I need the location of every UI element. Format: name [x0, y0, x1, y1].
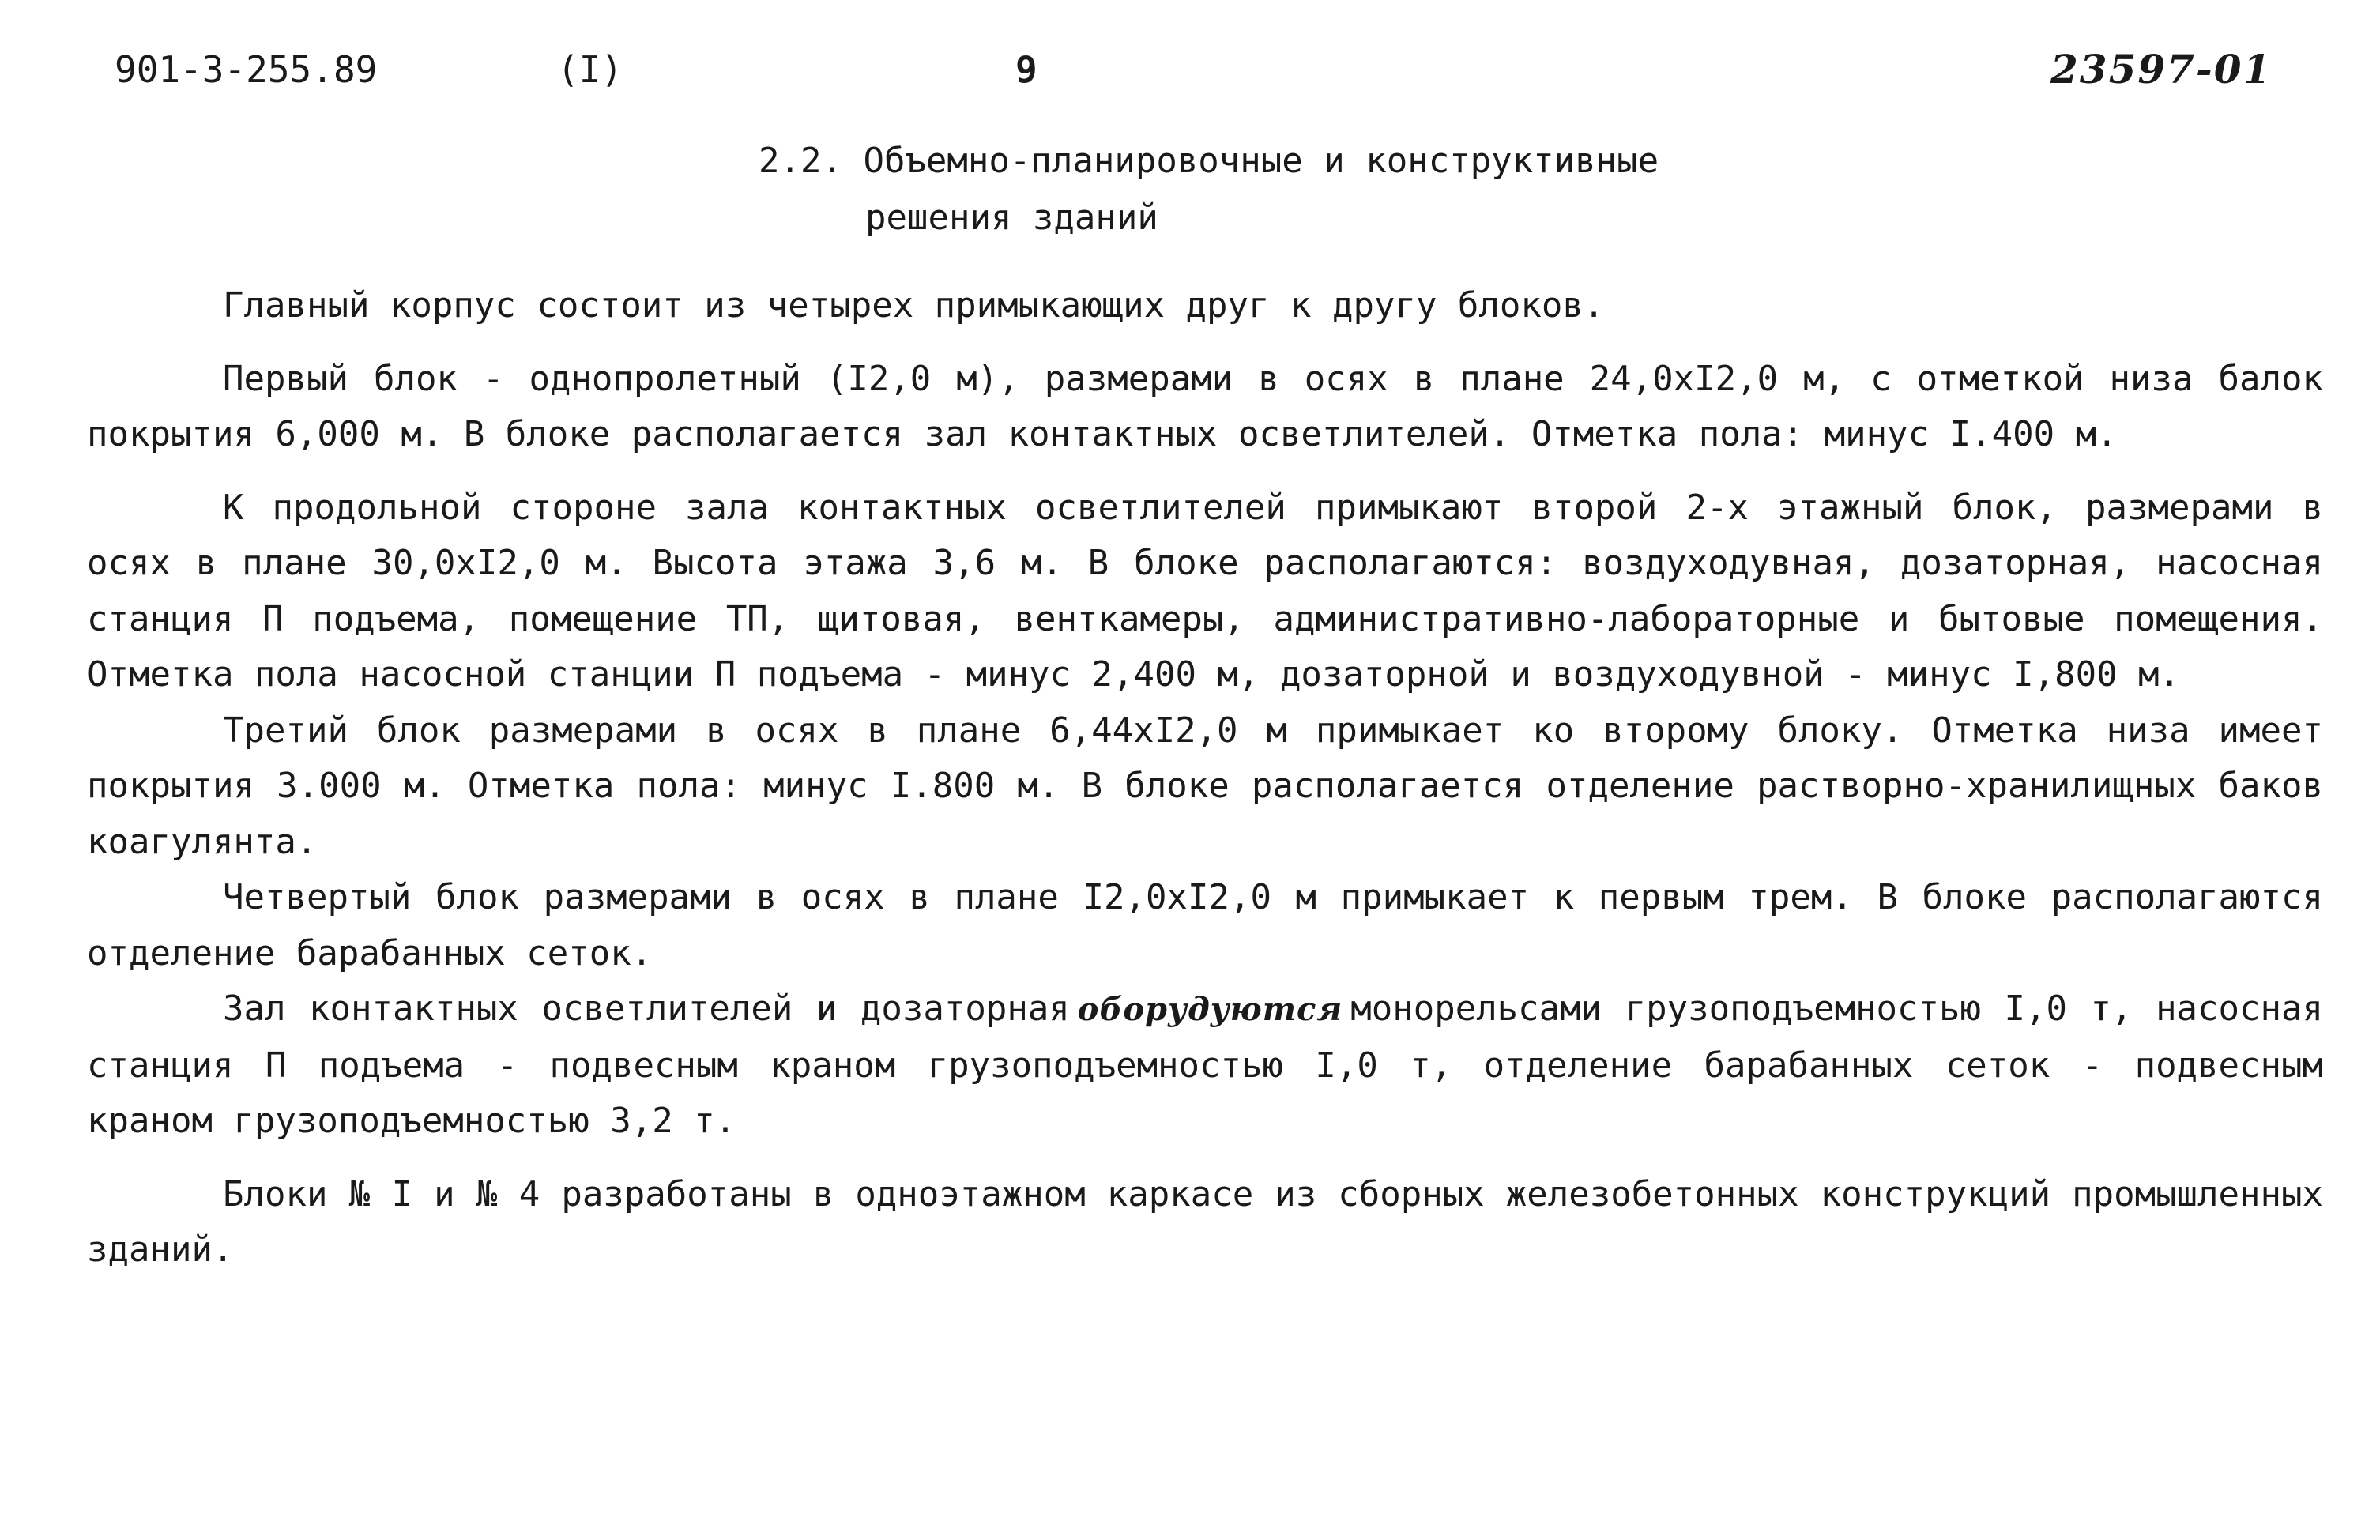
- paragraph-7: Блоки № I и № 4 разработаны в одноэтажном каркасе из сборных железобетонных конструкций промышленных зданий.: [87, 1173, 2323, 1270]
- document-code: 901-3-255.89: [115, 48, 378, 91]
- section-heading-line2: решения зданий: [865, 198, 1158, 238]
- paragraph-6-start: Зал контактных осветлителей и дозаторная: [223, 988, 1070, 1029]
- paragraph-2: Первый блок - однопролетный (I2,0 м), размерами в осях в плане 24,0xI2,0 м, с отметкой низа балок покрытия 6,000 м. В блоке располагается зал контактных осветлителей. Отметка пола: минус I.400 м.: [87, 358, 2323, 454]
- body-text: [87, 278, 2323, 1278]
- handwritten-insert: оборудуются: [1077, 991, 1343, 1028]
- paragraph-4: Третий блок размерами в осях в плане 6,44xI2,0 м примыкает ко второму блоку. Отметка низа имеет покрытия 3.000 м. Отметка пола: минус I.800 м. В блоке располагается отделение растворно-хранилищных баков коагулянта.: [87, 710, 2323, 862]
- page-number: 9: [1015, 48, 1037, 91]
- paragraph-6-end: монорельсами грузоподъемностью I,0 т, насосная станция П подъема - подвесным краном грузоподъемностью I,0 т, отделение барабанных сеток - подвесным краном грузоподъемностью 3,2 т.: [87, 988, 2323, 1141]
- inventory-code: 23597-01: [2050, 46, 2273, 92]
- paragraph-3: К продольной стороне зала контактных осветлителей примыкают второй 2-х этажный блок, размерами в осях в плане 30,0xI2,0 м. Высота этажа 3,6 м. В блоке располагаются: воздуходувная, дозаторная, насосная станция П подъема, помещение ТП, щитовая, венткамеры, административно-лабораторные и бытовые помещения. Отметка пола насосной станции П подъема - минус 2,400 м, дозаторной и воздуходувной - минус I,800 м.: [87, 487, 2323, 695]
- paragraph-1: Главный корпус состоит из четырех примыкающих друг к другу блоков.: [223, 285, 1605, 326]
- section-heading: [759, 133, 1659, 247]
- paragraph-6: [87, 981, 2323, 1150]
- section-heading-line1: 2.2. Объемно-планировочные и конструктивные: [759, 141, 1659, 181]
- part-number: (I): [557, 48, 623, 91]
- paragraph-5: Четвертый блок размерами в осях в плане I2,0xI2,0 м примыкает к первым трем. В блоке располагаются отделение барабанных сеток.: [87, 877, 2323, 973]
